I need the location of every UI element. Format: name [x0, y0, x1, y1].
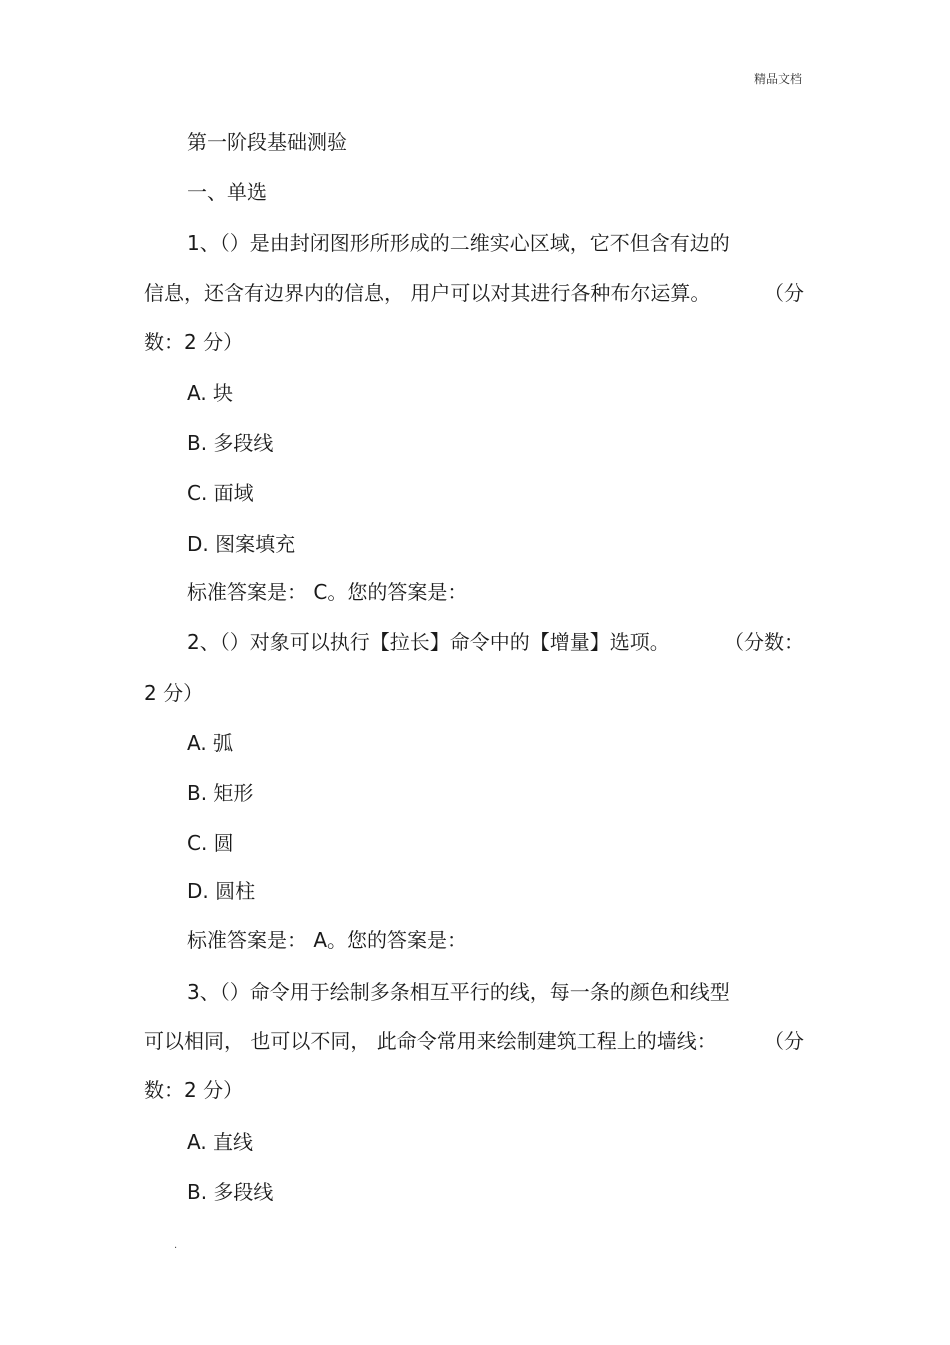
question-1-score: 数：2 分）	[144, 330, 244, 354]
question-3-option-a: A. 直线	[187, 1130, 254, 1154]
question-1-text-line-2	[144, 281, 804, 305]
question-1-option-d: D. 图案填充	[187, 532, 296, 556]
question-1-text-line-2-body: 信息，还含有边界内的信息， 用户可以对其进行各种布尔运算。	[144, 281, 711, 305]
question-2-score-open: （分数：	[724, 630, 804, 654]
question-3-score-open: （分	[764, 1029, 804, 1053]
question-3-text-line-2	[144, 1029, 804, 1053]
question-2-option-d: D. 圆柱	[187, 879, 256, 903]
question-1-option-a: A. 块	[187, 381, 234, 405]
question-3-text-line-2-body: 可以相同， 也可以不同， 此命令常用来绘制建筑工程上的墙线：	[144, 1029, 717, 1053]
question-1-option-c: C. 面域	[187, 481, 254, 505]
document-title: 第一阶段基础测验	[187, 130, 347, 154]
question-3-score: 数：2 分）	[144, 1078, 244, 1102]
question-3-text-line-1: 3、（）命令用于绘制多条相互平行的线，每一条的颜色和线型	[187, 980, 730, 1004]
question-1-answer: 标准答案是： C。您的答案是：	[187, 580, 468, 604]
question-2-option-a: A. 弧	[187, 731, 234, 755]
question-2-answer: 标准答案是： A。您的答案是：	[187, 928, 468, 952]
footer-mark: .	[174, 1240, 178, 1251]
question-2-text-line-1-body: 2、（）对象可以执行【拉长】命令中的【增量】选项。	[187, 630, 670, 654]
question-1-option-b: B. 多段线	[187, 431, 274, 455]
question-2-option-c: C. 圆	[187, 831, 234, 855]
question-3-option-b: B. 多段线	[187, 1180, 274, 1204]
question-2-option-b: B. 矩形	[187, 781, 254, 805]
question-2-score: 2 分）	[144, 681, 204, 705]
question-1-score-open: （分	[764, 281, 804, 305]
section-heading: 一、单选	[187, 180, 267, 204]
question-2-text-line-1	[187, 630, 804, 654]
question-1-text-line-1: 1、（）是由封闭图形所形成的二维实心区域，它不但含有边的	[187, 231, 730, 255]
page-header-label: 精品文档	[753, 72, 802, 86]
